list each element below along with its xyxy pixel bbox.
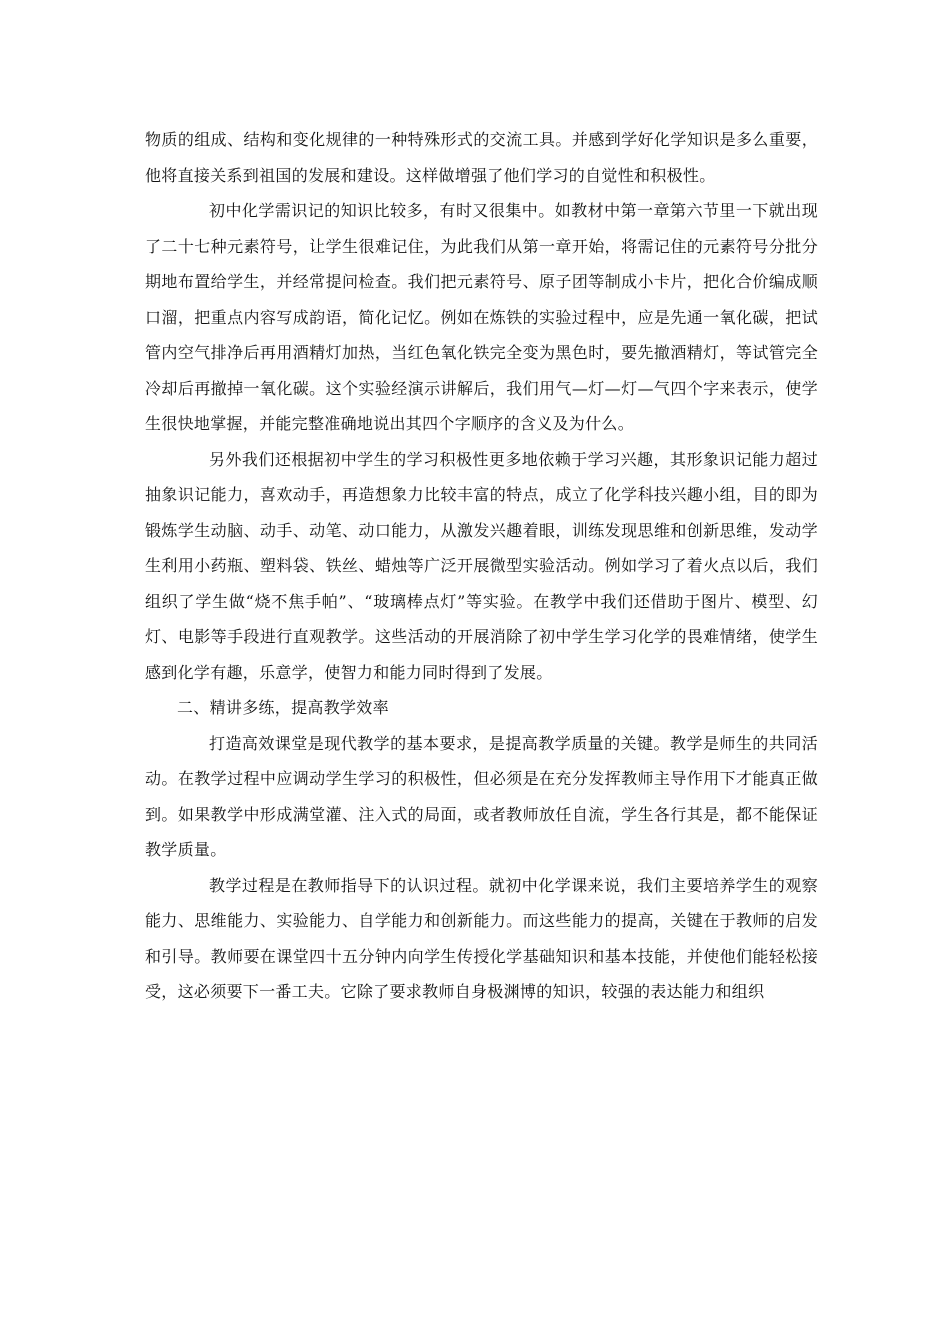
document-body	[145, 122, 818, 1010]
section-heading: 二、精讲多练，提高教学效率	[177, 698, 389, 717]
paragraph-teaching-process: 教学过程是在教师指导下的认识过程。就初中化学课来说，我们主要培养学生的观察能力、思维能力、实验能力、自学能力和创新能力。而这些能力的提高，关键在于教师的启发和引导。教师要在课堂四十五分钟内向学生传授化学基础知识和基本技能，并使他们能轻松接受，这必须要下一番工夫。它除了要求教师自身极渊博的知识，较强的表达能力和组织	[145, 875, 818, 1001]
paragraph-efficient-class: 打造高效课堂是现代教学的基本要求，是提高教学质量的关键。教学是师生的共同活动。在教学过程中应调动学生学习的积极性，但必须是在充分发挥教师主导作用下才能真正做到。如果教学中形成满堂灌、注入式的局面，或者教师放任自流，学生各行其是，都不能保证教学质量。	[145, 733, 818, 859]
paragraph-memorization: 初中化学需识记的知识比较多，有时又很集中。如教材中第一章第六节里一下就出现了二十七种元素符号，让学生很难记住，为此我们从第一章开始，将需记住的元素符号分批分期地布置给学生，并经常提问检查。我们把元素符号、原子团等制成小卡片，把化合价编成顺口溜，把重点内容写成韵语，简化记忆。例如在炼铁的实验过程中，应是先通一氧化碳，把试管内空气排净后再用酒精灯加热，当红色氧化铁完全变为黑色时，要先撤酒精灯，等试管完全冷却后再撤掉一氧化碳。这个实验经演示讲解后，我们用气—灯—灯—气四个字来表示，使学生很快地掌握，并能完整准确地说出其四个字顺序的含义及为什么。	[145, 201, 818, 433]
paragraph-interest-group: 另外我们还根据初中学生的学习积极性更多地依赖于学习兴趣，其形象识记能力超过抽象识记能力，喜欢动手，再造想象力比较丰富的特点，成立了化学科技兴趣小组，目的即为锻炼学生动脑、动手、动笔、动口能力，从激发兴趣着眼，训练发现思维和创新思维，发动学生利用小药瓶、塑料袋、铁丝、蜡烛等广泛开展微型实验活动。例如学习了着火点以后，我们组织了学生做“烧不焦手帕”、“玻璃棒点灯”等实验。在教学中我们还借助于图片、模型、幻灯、电影等手段进行直观教学。这些活动的开展消除了初中学生学习化学的畏难情绪，使学生感到化学有趣，乐意学，使智力和能力同时得到了发展。	[145, 449, 818, 682]
paragraph-continuation: 物质的组成、结构和变化规律的一种特殊形式的交流工具。并感到学好化学知识是多么重要，他将直接关系到祖国的发展和建设。这样做增强了他们学习的自觉性和积极性。	[145, 130, 818, 185]
